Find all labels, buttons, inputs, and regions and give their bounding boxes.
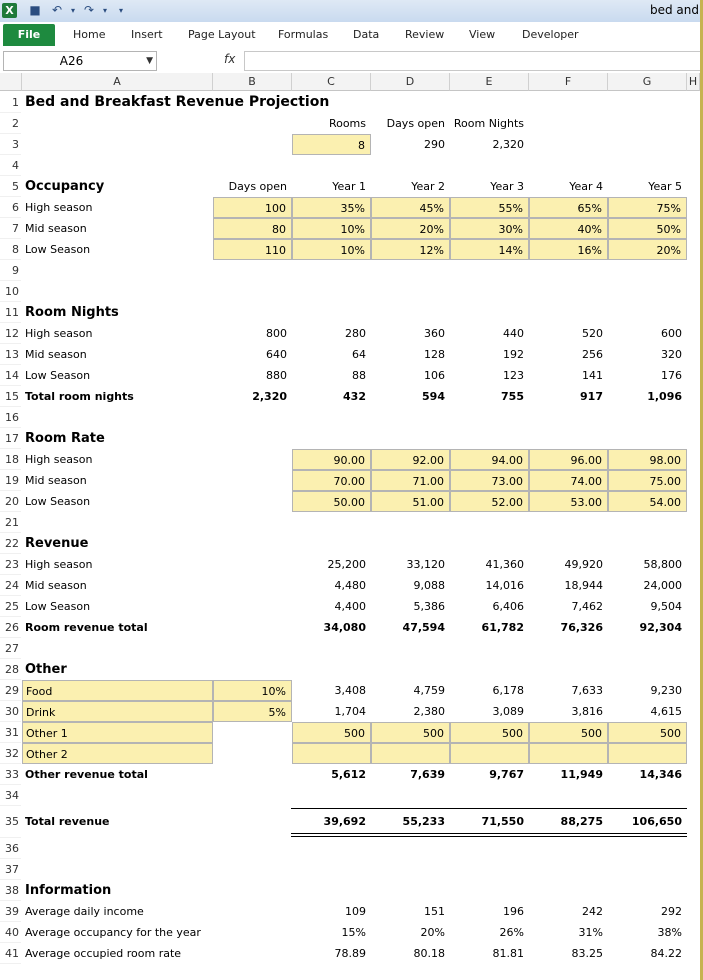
row-header[interactable]: 9 bbox=[0, 260, 21, 281]
input-cell[interactable]: 10% bbox=[292, 239, 371, 260]
section-heading-information[interactable]: Information bbox=[25, 883, 112, 898]
value-cell[interactable]: 88 bbox=[352, 369, 366, 382]
row-header[interactable]: 27 bbox=[0, 638, 21, 659]
row-header[interactable]: 3 bbox=[0, 134, 21, 155]
column-label[interactable]: Year 2 bbox=[411, 180, 445, 193]
total-double-border bbox=[291, 833, 687, 834]
input-cell[interactable] bbox=[450, 743, 529, 764]
row-label[interactable]: Low Season bbox=[25, 600, 91, 613]
value-cell[interactable]: 141 bbox=[582, 369, 603, 382]
summary-days-open[interactable]: 290 bbox=[424, 138, 445, 151]
tab-view[interactable]: View bbox=[469, 28, 496, 41]
insert-function-icon[interactable]: fx bbox=[224, 52, 236, 66]
input-cell[interactable]: 500 bbox=[529, 722, 608, 743]
row-header[interactable]: 6 bbox=[0, 197, 21, 218]
value-cell[interactable]: 3,816 bbox=[571, 705, 603, 718]
value-cell[interactable]: 25,200 bbox=[327, 558, 366, 571]
value-cell[interactable]: 7,462 bbox=[571, 600, 603, 613]
input-cell[interactable]: 20% bbox=[371, 218, 450, 239]
column-header-a[interactable]: A bbox=[22, 73, 213, 91]
value-cell[interactable]: 14,016 bbox=[485, 579, 524, 592]
value-cell[interactable]: 4,759 bbox=[413, 684, 445, 697]
input-cell[interactable] bbox=[371, 743, 450, 764]
row-header[interactable]: 1 bbox=[0, 92, 21, 113]
row-label[interactable]: Mid season bbox=[25, 348, 87, 361]
total-cell[interactable]: 1,096 bbox=[647, 390, 682, 403]
row-header[interactable]: 11 bbox=[0, 302, 21, 323]
row-header[interactable]: 32 bbox=[0, 743, 21, 764]
row-header[interactable]: 39 bbox=[0, 901, 21, 922]
row-header[interactable]: 12 bbox=[0, 323, 21, 344]
value-cell[interactable]: 256 bbox=[582, 348, 603, 361]
row-header[interactable]: 25 bbox=[0, 596, 21, 617]
grand-total-cell[interactable]: 88,275 bbox=[560, 815, 603, 828]
value-cell[interactable]: 6,178 bbox=[492, 684, 524, 697]
row-header[interactable]: 29 bbox=[0, 680, 21, 701]
value-cell[interactable]: 3,408 bbox=[334, 684, 366, 697]
input-cell[interactable]: 74.00 bbox=[529, 470, 608, 491]
floppy-disk-icon[interactable]: ■ bbox=[29, 3, 41, 17]
input-cell[interactable]: 10% bbox=[292, 218, 371, 239]
row-header[interactable]: 14 bbox=[0, 365, 21, 386]
row-header[interactable]: 31 bbox=[0, 722, 21, 743]
input-cell[interactable]: 55% bbox=[450, 197, 529, 218]
section-heading-occupancy[interactable]: Occupancy bbox=[25, 179, 105, 194]
total-cell[interactable]: 7,639 bbox=[410, 768, 445, 781]
input-cell[interactable]: 50.00 bbox=[292, 491, 371, 512]
input-cell[interactable]: 50% bbox=[608, 218, 687, 239]
input-cell[interactable]: 16% bbox=[529, 239, 608, 260]
total-cell[interactable]: 9,767 bbox=[489, 768, 524, 781]
value-cell[interactable]: 7,633 bbox=[571, 684, 603, 697]
column-label[interactable]: Year 4 bbox=[569, 180, 603, 193]
row-header[interactable]: 24 bbox=[0, 575, 21, 596]
row-header[interactable]: 26 bbox=[0, 617, 21, 638]
row-header[interactable]: 30 bbox=[0, 701, 21, 722]
input-cell[interactable]: 70.00 bbox=[292, 470, 371, 491]
row-header[interactable]: 7 bbox=[0, 218, 21, 239]
row-header[interactable]: 33 bbox=[0, 764, 21, 785]
value-cell[interactable]: 3,089 bbox=[492, 705, 524, 718]
row-header[interactable]: 19 bbox=[0, 470, 21, 491]
row-label[interactable]: Average occupancy for the year bbox=[25, 926, 201, 939]
input-label-cell[interactable]: Other 1 bbox=[22, 722, 213, 743]
row-header[interactable]: 16 bbox=[0, 407, 21, 428]
input-cell[interactable]: 14% bbox=[450, 239, 529, 260]
row-header[interactable]: 2 bbox=[0, 113, 21, 134]
section-heading-room-rate[interactable]: Room Rate bbox=[25, 431, 105, 446]
column-header-g[interactable]: G bbox=[608, 73, 687, 91]
value-cell[interactable]: 280 bbox=[345, 327, 366, 340]
row-header[interactable]: 18 bbox=[0, 449, 21, 470]
input-cell[interactable]: 100 bbox=[213, 197, 292, 218]
select-all-corner[interactable] bbox=[0, 73, 22, 91]
column-header-e[interactable]: E bbox=[450, 73, 529, 91]
row-header[interactable]: 21 bbox=[0, 512, 21, 533]
row-header[interactable]: 22 bbox=[0, 533, 21, 554]
total-cell[interactable]: 76,326 bbox=[560, 621, 603, 634]
row-header[interactable]: 15 bbox=[0, 386, 21, 407]
excel-logo-icon[interactable]: X bbox=[2, 3, 17, 18]
row-header[interactable]: 10 bbox=[0, 281, 21, 302]
row-label[interactable]: Mid season bbox=[25, 474, 87, 487]
undo-icon[interactable]: ↶ bbox=[51, 3, 63, 17]
total-top-border bbox=[291, 808, 687, 809]
input-cell[interactable]: 35% bbox=[292, 197, 371, 218]
customize-menu-icon[interactable]: ▾ bbox=[118, 6, 123, 15]
row-label-grand-total[interactable]: Total revenue bbox=[25, 815, 110, 828]
value-cell[interactable]: 6,406 bbox=[492, 600, 524, 613]
value-cell[interactable]: 20% bbox=[420, 926, 445, 939]
input-cell[interactable]: 500 bbox=[450, 722, 529, 743]
input-cell[interactable]: 5% bbox=[213, 701, 292, 722]
value-cell[interactable]: 109 bbox=[345, 905, 366, 918]
input-cell[interactable]: 75.00 bbox=[608, 470, 687, 491]
input-cell[interactable]: 80 bbox=[213, 218, 292, 239]
tab-data[interactable]: Data bbox=[353, 28, 380, 41]
section-heading-revenue[interactable]: Revenue bbox=[25, 536, 89, 551]
row-header[interactable]: 28 bbox=[0, 659, 21, 680]
value-cell[interactable]: 31% bbox=[578, 926, 603, 939]
value-cell[interactable]: 9,504 bbox=[650, 600, 682, 613]
column-header-h[interactable]: H bbox=[687, 73, 700, 91]
input-label-cell[interactable]: Drink bbox=[22, 701, 213, 722]
row-label[interactable]: Low Season bbox=[25, 495, 91, 508]
value-cell[interactable]: 26% bbox=[499, 926, 524, 939]
value-cell[interactable]: 128 bbox=[424, 348, 445, 361]
row-label[interactable]: Average occupied room rate bbox=[25, 947, 182, 960]
value-cell[interactable]: 80.18 bbox=[413, 947, 445, 960]
row-label-total[interactable]: Room revenue total bbox=[25, 621, 148, 634]
value-cell[interactable]: 1,704 bbox=[334, 705, 366, 718]
total-cell[interactable]: 755 bbox=[501, 390, 524, 403]
value-cell[interactable]: 196 bbox=[503, 905, 524, 918]
undo-dropdown-icon[interactable]: ▾ bbox=[70, 6, 75, 15]
column-header-b[interactable]: B bbox=[213, 73, 292, 91]
value-cell[interactable]: 58,800 bbox=[643, 558, 682, 571]
input-cell[interactable]: 20% bbox=[608, 239, 687, 260]
input-cell[interactable]: 54.00 bbox=[608, 491, 687, 512]
input-label-cell[interactable]: Food bbox=[22, 680, 213, 701]
input-cell[interactable]: 500 bbox=[608, 722, 687, 743]
title-bar bbox=[0, 0, 703, 23]
total-cell[interactable]: 11,949 bbox=[560, 768, 603, 781]
chevron-down-icon[interactable]: ▼ bbox=[146, 56, 153, 66]
summary-room-nights[interactable]: 2,320 bbox=[492, 138, 524, 151]
input-cell[interactable]: 45% bbox=[371, 197, 450, 218]
input-cell[interactable]: 51.00 bbox=[371, 491, 450, 512]
grand-total-cell[interactable]: 106,650 bbox=[631, 815, 682, 828]
row-label[interactable]: Average daily income bbox=[25, 905, 144, 918]
row-label-total[interactable]: Other revenue total bbox=[25, 768, 148, 781]
value-cell[interactable]: 18,944 bbox=[564, 579, 603, 592]
redo-icon[interactable]: ↷ bbox=[83, 3, 95, 17]
total-cell[interactable]: 5,612 bbox=[331, 768, 366, 781]
value-cell[interactable]: 600 bbox=[661, 327, 682, 340]
value-cell[interactable]: 800 bbox=[266, 327, 287, 340]
ribbon-tabs bbox=[0, 22, 703, 49]
tab-home[interactable]: Home bbox=[73, 28, 106, 41]
value-cell[interactable]: 292 bbox=[661, 905, 682, 918]
total-cell[interactable]: 47,594 bbox=[402, 621, 445, 634]
input-cell[interactable]: 92.00 bbox=[371, 449, 450, 470]
input-cell[interactable]: 500 bbox=[292, 722, 371, 743]
column-label[interactable]: Year 1 bbox=[332, 180, 366, 193]
input-label-cell[interactable]: Other 2 bbox=[22, 743, 213, 764]
value-cell[interactable]: 49,920 bbox=[564, 558, 603, 571]
value-cell[interactable]: 5,386 bbox=[413, 600, 445, 613]
grand-total-cell[interactable]: 71,550 bbox=[481, 815, 524, 828]
row-header[interactable]: 23 bbox=[0, 554, 21, 575]
value-cell[interactable]: 9,230 bbox=[650, 684, 682, 697]
row-header[interactable]: 35 bbox=[0, 806, 21, 838]
file-tab[interactable]: File bbox=[3, 24, 55, 46]
value-cell[interactable]: 83.25 bbox=[571, 947, 603, 960]
row-header[interactable]: 4 bbox=[0, 155, 21, 176]
tab-developer[interactable]: Developer bbox=[522, 28, 579, 41]
row-label[interactable]: High season bbox=[25, 201, 93, 214]
row-label[interactable]: Low Season bbox=[25, 243, 91, 256]
row-header[interactable]: 37 bbox=[0, 859, 21, 880]
name-box-value: A26 bbox=[59, 54, 84, 68]
input-cell[interactable]: 75% bbox=[608, 197, 687, 218]
row-header[interactable]: 38 bbox=[0, 880, 21, 901]
value-cell[interactable]: 78.89 bbox=[334, 947, 366, 960]
input-cell[interactable]: 71.00 bbox=[371, 470, 450, 491]
row-label[interactable]: Mid season bbox=[25, 579, 87, 592]
window-title: bed and bbox=[649, 3, 699, 17]
formula-input[interactable] bbox=[244, 51, 703, 71]
row-header[interactable]: 13 bbox=[0, 344, 21, 365]
input-cell[interactable]: 30% bbox=[450, 218, 529, 239]
formula-bar bbox=[0, 48, 703, 74]
total-cell[interactable]: 34,080 bbox=[323, 621, 366, 634]
redo-dropdown-icon[interactable]: ▾ bbox=[102, 6, 107, 15]
column-header-f[interactable]: F bbox=[529, 73, 608, 91]
column-label[interactable]: Days open bbox=[228, 180, 287, 193]
input-cell[interactable]: 10% bbox=[213, 680, 292, 701]
value-cell[interactable]: 192 bbox=[503, 348, 524, 361]
value-cell[interactable]: 151 bbox=[424, 905, 445, 918]
value-cell[interactable]: 440 bbox=[503, 327, 524, 340]
total-cell[interactable]: 917 bbox=[580, 390, 603, 403]
row-header[interactable]: 40 bbox=[0, 922, 21, 943]
input-cell[interactable]: 96.00 bbox=[529, 449, 608, 470]
row-header[interactable]: 8 bbox=[0, 239, 21, 260]
value-cell[interactable]: 880 bbox=[266, 369, 287, 382]
input-cell[interactable]: 94.00 bbox=[450, 449, 529, 470]
summary-header-room-nights[interactable]: Room Nights bbox=[453, 117, 524, 130]
total-double-border bbox=[291, 836, 687, 837]
tab-formulas[interactable]: Formulas bbox=[278, 28, 329, 41]
summary-header-days-open[interactable]: Days open bbox=[386, 117, 445, 130]
input-cell[interactable] bbox=[529, 743, 608, 764]
value-cell[interactable]: 33,120 bbox=[406, 558, 445, 571]
value-cell[interactable]: 2,380 bbox=[413, 705, 445, 718]
input-cell[interactable]: 98.00 bbox=[608, 449, 687, 470]
value-cell[interactable]: 520 bbox=[582, 327, 603, 340]
input-cell[interactable]: 90.00 bbox=[292, 449, 371, 470]
value-cell[interactable]: 320 bbox=[661, 348, 682, 361]
total-cell[interactable]: 61,782 bbox=[481, 621, 524, 634]
row-label[interactable]: High season bbox=[25, 453, 93, 466]
value-cell[interactable]: 106 bbox=[424, 369, 445, 382]
sheet-title[interactable]: Bed and Breakfast Revenue Projection bbox=[25, 94, 330, 110]
value-cell[interactable]: 38% bbox=[657, 926, 682, 939]
total-cell[interactable]: 432 bbox=[343, 390, 366, 403]
input-cell[interactable]: 12% bbox=[371, 239, 450, 260]
value-cell[interactable]: 15% bbox=[341, 926, 366, 939]
row-header[interactable]: 20 bbox=[0, 491, 21, 512]
name-box[interactable] bbox=[3, 51, 157, 71]
input-cell[interactable]: 73.00 bbox=[450, 470, 529, 491]
column-header-c[interactable]: C bbox=[292, 73, 371, 91]
value-cell[interactable]: 176 bbox=[661, 369, 682, 382]
input-cell-rooms[interactable]: 8 bbox=[292, 134, 371, 155]
row-header[interactable]: 17 bbox=[0, 428, 21, 449]
grand-total-cell[interactable]: 55,233 bbox=[402, 815, 445, 828]
summary-header-rooms[interactable]: Rooms bbox=[328, 117, 366, 130]
input-cell[interactable]: 110 bbox=[213, 239, 292, 260]
value-cell[interactable]: 41,360 bbox=[485, 558, 524, 571]
tab-insert[interactable]: Insert bbox=[131, 28, 163, 41]
value-cell[interactable]: 24,000 bbox=[643, 579, 682, 592]
total-cell[interactable]: 2,320 bbox=[252, 390, 287, 403]
value-cell[interactable]: 4,480 bbox=[334, 579, 366, 592]
value-cell[interactable]: 81.81 bbox=[492, 947, 524, 960]
input-cell[interactable] bbox=[608, 743, 687, 764]
input-cell[interactable]: 500 bbox=[371, 722, 450, 743]
value-cell[interactable]: 4,400 bbox=[334, 600, 366, 613]
input-cell[interactable]: 52.00 bbox=[450, 491, 529, 512]
tab-review[interactable]: Review bbox=[405, 28, 445, 41]
row-label[interactable]: High season bbox=[25, 327, 93, 340]
value-cell[interactable]: 640 bbox=[266, 348, 287, 361]
row-header[interactable]: 41 bbox=[0, 943, 21, 964]
row-label[interactable]: Mid season bbox=[25, 222, 87, 235]
column-label[interactable]: Year 5 bbox=[648, 180, 682, 193]
grand-total-cell[interactable]: 39,692 bbox=[323, 815, 366, 828]
total-cell[interactable]: 594 bbox=[422, 390, 445, 403]
column-header-d[interactable]: D bbox=[371, 73, 450, 91]
total-cell[interactable]: 92,304 bbox=[639, 621, 682, 634]
tab-page-layout[interactable]: Page Layout bbox=[188, 28, 256, 41]
value-cell[interactable]: 242 bbox=[582, 905, 603, 918]
row-header[interactable]: 5 bbox=[0, 176, 21, 197]
section-heading-other[interactable]: Other bbox=[25, 662, 67, 677]
input-cell[interactable]: 53.00 bbox=[529, 491, 608, 512]
row-header[interactable]: 36 bbox=[0, 838, 21, 859]
value-cell[interactable]: 123 bbox=[503, 369, 524, 382]
row-header[interactable]: 34 bbox=[0, 785, 21, 806]
total-cell[interactable]: 14,346 bbox=[639, 768, 682, 781]
row-label[interactable]: High season bbox=[25, 558, 93, 571]
value-cell[interactable]: 64 bbox=[352, 348, 366, 361]
input-cell[interactable]: 40% bbox=[529, 218, 608, 239]
value-cell[interactable]: 84.22 bbox=[650, 947, 682, 960]
input-cell[interactable]: 65% bbox=[529, 197, 608, 218]
column-label[interactable]: Year 3 bbox=[490, 180, 524, 193]
row-label[interactable]: Low Season bbox=[25, 369, 91, 382]
value-cell[interactable]: 4,615 bbox=[650, 705, 682, 718]
value-cell[interactable]: 360 bbox=[424, 327, 445, 340]
row-label-total[interactable]: Total room nights bbox=[25, 390, 134, 403]
section-heading-room-nights[interactable]: Room Nights bbox=[25, 305, 119, 320]
input-cell[interactable] bbox=[292, 743, 371, 764]
value-cell[interactable]: 9,088 bbox=[413, 579, 445, 592]
